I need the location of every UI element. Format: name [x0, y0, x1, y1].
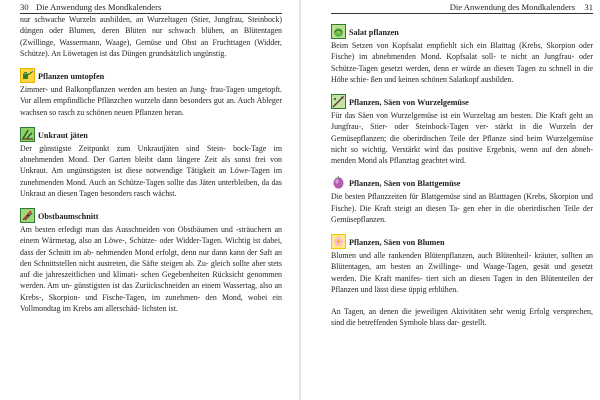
- right-running-title: Die Anwendung des Mondkalenders: [449, 2, 575, 12]
- section-heading: Pflanzen, Säen von Blumen: [331, 234, 593, 249]
- watering-can-icon: [20, 68, 35, 83]
- left-running-title: Die Anwendung des Mondkalenders: [36, 2, 162, 12]
- left-page: [20, 0, 282, 314]
- right-page-content: [331, 24, 593, 329]
- leaf-vegetable-icon: [331, 175, 346, 190]
- left-page-content: [20, 14, 282, 314]
- section-blattgemuese: Pflanzen, Säen von Blattgemüse Die besten Pflanzzeiten für Blattgemüse sind an Blatttagen (Krebs, Skorpion und Fische). Die Kraft steigt an diesen Ta- gen eher in die oberirdischen Teile der Gemüsepflanzen.: [331, 175, 593, 225]
- section-heading: Pflanzen umtopfen: [20, 68, 282, 83]
- right-running-header: [331, 1, 593, 14]
- section-heading: Obstbaumschnitt: [20, 208, 282, 223]
- flower-icon: [331, 234, 346, 249]
- closing-paragraph: An Tagen, an denen die jeweiligen Aktivitäten sehr wenig Erfolg versprechen, sind die betreffenden Symbole blass dar- gestellt.: [331, 307, 593, 328]
- section-pflanzen-umtopfen: Pflanzen umtopfen Zimmer- und Balkonpflanzen werden am besten an Jung- frau-Tagen umgetopft. Vor allem empfindliche Pflänzchen wurzeln dann besonders gut an. Auch Ableger wachsen so rasch zu schönen neuen Pflanzen heran.: [20, 68, 282, 118]
- section-heading: Unkraut jäten: [20, 127, 282, 142]
- left-running-header: [20, 1, 282, 14]
- section-unkraut-jaeten: Unkraut jäten Der günstigste Zeitpunkt zum Unkrautjäten sind Stein- bock-Tage im abnehmenden Mond. Der Garten bleibt dann längere Zeit als sonst frei von Unkraut. Am ungünstigsten ist diese notwendige Tätigkeit an Löwe-Tagen im zunehmenden Mond. Auch an Schütze-Tagen sollte das Jäten unterbleiben, da das Unkraut an diesen Tagen besonders rasch wächst.: [20, 127, 282, 199]
- section-wurzelgemuese: Pflanzen, Säen von Wurzelgemüse Für das Säen von Wurzelgemüse ist ein Wurzeltag am besten. Die Kraft geht an Jungfrau-, Stier- oder Steinbock-Tagen ver- stärkt in die Wurzeln der Gemüsepflanzen; die oberirdischen Teile der Pflanze sind beim Wurzelgemüse nicht so wichtig. Verstärkt wird das positive Ergebnis, wenn auf den abneh- menden Mond als Pflanztag geachtet wird.: [331, 94, 593, 166]
- pruning-shears-icon: [20, 208, 35, 223]
- section-salat-pflanzen: Salat pflanzen Beim Setzen von Kopfsalat empfiehlt sich ein Blatttag (Krebs, Skorpion oder Fische) im abnehmenden Mond. Kopfsalat soll- te nicht an Jungfrau- oder Schütze-Tagen gesetzt werden, denn er würde an diesen Tagen zu schnell in die Höhe schie- ßen und keinen schönen Salatkopf ausbilden.: [331, 24, 593, 85]
- section-obstbaumschnitt: Obstbaumschnitt Am besten erledigt man das Ausschneiden von Obstbäumen und -sträuchern an einem Wärmetag, also an Löwe-, Schütze- oder Widder-Tagen. Wichtig ist dabei, dass der Schnitt im ab- nehmenden Mond erfolgt, denn nur dann kann der Saft an den Schnittstellen nicht austreten, die Säfte steigen ab. Zu- gleich sollte aber stets auf die jahreszeitlichen und klimati- schen Gegebenheiten Rücksicht genommen werden. Am un- günstigsten ist das Zurückschneiden an einem Wassertag, also an Krebs-, Skorpion- und Fische-Tagen, im zunehmen- den Mond, wobei ein Vollmondtag im Krebs am allerschäd- lichsten ist.: [20, 208, 282, 314]
- right-page: [331, 0, 593, 329]
- root-sowing-icon: [331, 94, 346, 109]
- right-page-number: 31: [584, 2, 593, 12]
- weeding-icon: [20, 127, 35, 142]
- page-gutter: [299, 0, 301, 400]
- section-blumen: Pflanzen, Säen von Blumen Blumen und alle rankenden Blütenpflanzen, auch Blütenheil- kräuter, sollten an Blütentagen, am besten an Zwillinge- und Waage-Tagen, gesät und gesetzt werden. Die Kraft manifes- tiert sich an diesen Tagen in den Blütenteilen der Pflanzen und lässt diese üppig erblühen.: [331, 234, 593, 295]
- lettuce-icon: [331, 24, 346, 39]
- left-page-number: 30: [20, 2, 29, 12]
- section-heading: Pflanzen, Säen von Wurzelgemüse: [331, 94, 593, 109]
- intro-paragraph: nur schwache Wurzeln ausbilden, an Wurzeltagen (Stier, Jungfrau, Steinbock) düngen oder Blumen, deren Blüten nur schwach blühen, an Blütentagen (Zwillinge, Wassermann, Waage), Gemüse und Obst an Fruchttagen (Widder, Schütze). An Löwetagen ist das Düngen grundsätzlich ungünstig.: [20, 15, 283, 58]
- section-heading: Salat pflanzen: [331, 24, 593, 39]
- section-heading: Pflanzen, Säen von Blattgemüse: [331, 175, 593, 190]
